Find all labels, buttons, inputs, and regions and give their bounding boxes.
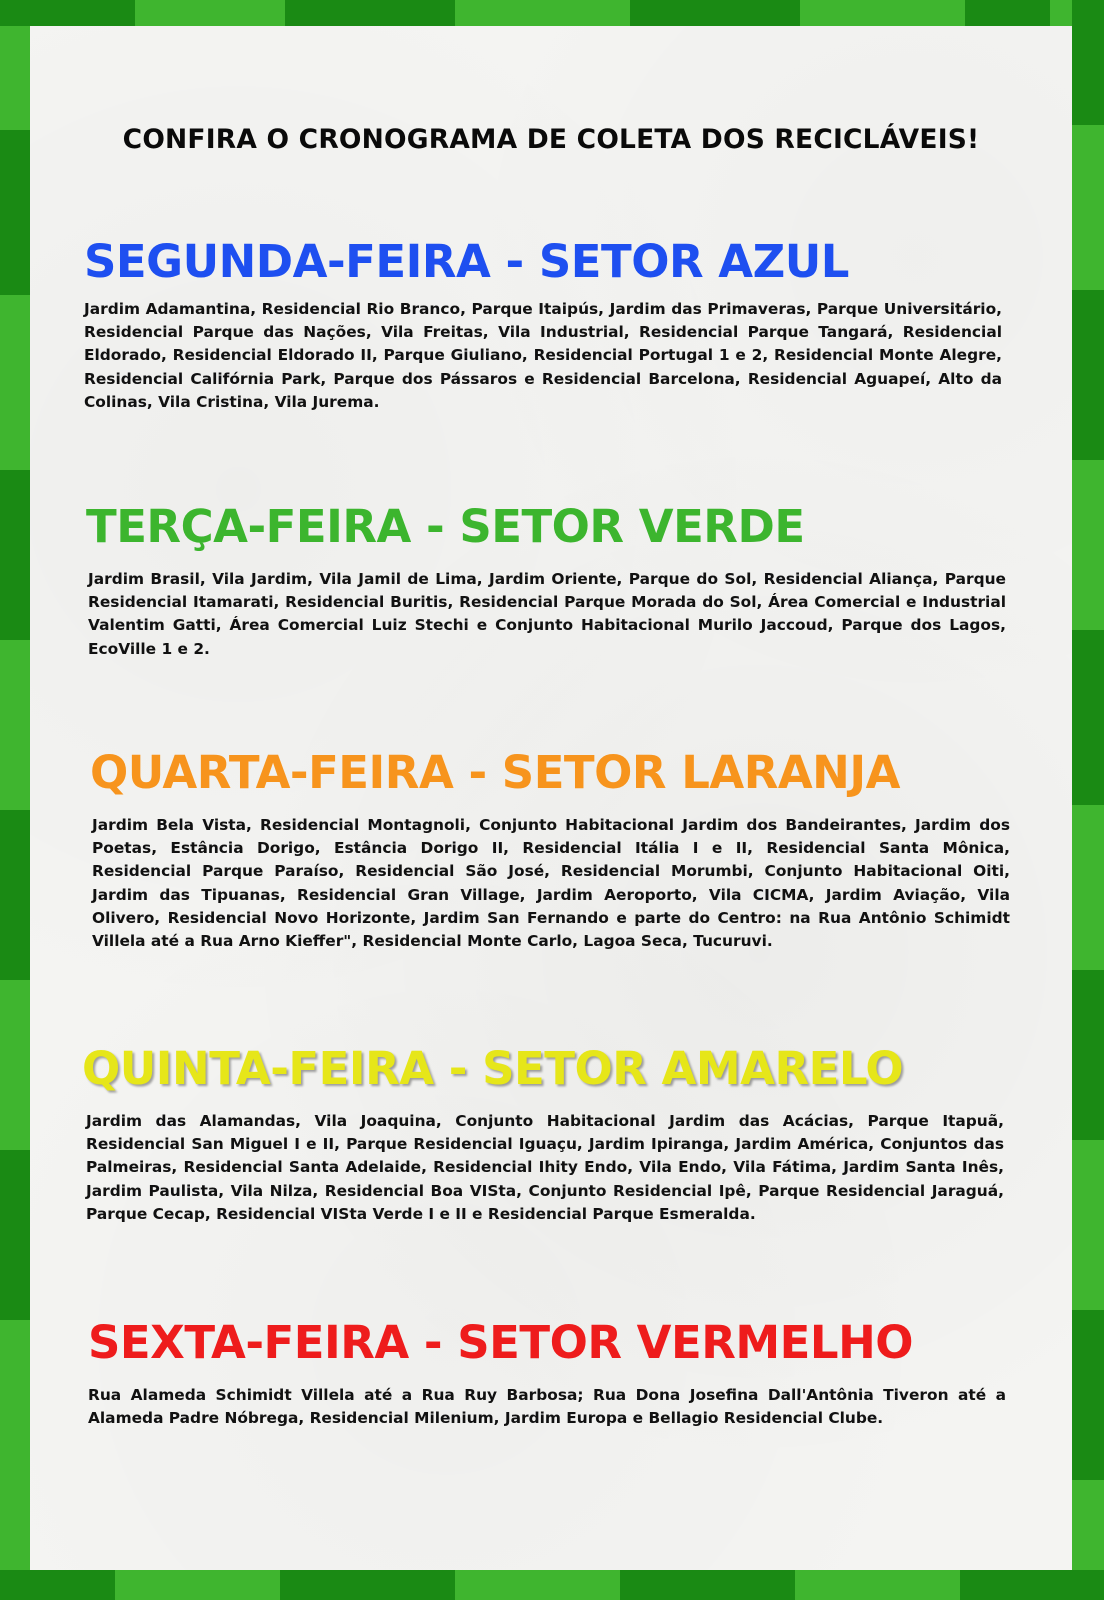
heading-monday: SEGUNDA-FEIRA - SETOR AZUL — [84, 235, 849, 288]
border-segment-dark — [0, 810, 30, 980]
text-wednesday: Jardim Bela Vista, Residencial Montagnoli, Conjunto Habitacional Jardim dos Bandeirantes, Jardim dos Poetas, Estância Dorigo, Estância Dorigo II, Residencial Itália I e II, Residencial Santa Mônica, Residencial Parque Paraíso, Residencial São José, Residencial Morumbi, Conjunto Habitacional Oiti, Jardim das Tipuanas, Residencial Gran Village, Jardim Aeroporto, Vila CICMA, Jardim Aviação, Vila Olivero, Residencial Novo Horizonte, Jardim San Fernando e parte do Centro: na Rua Antônio Schimidt Villela até a Rua Arno Kieffer", Residencial Monte Carlo, Lagoa Seca, Tucuruvi. — [92, 816, 1010, 951]
heading-friday: SEXTA-FEIRA - SETOR VERMELHO — [88, 1316, 914, 1369]
heading-thursday: QUINTA-FEIRA - SETOR AMARELO — [82, 1042, 904, 1095]
border-segment-dark — [280, 1570, 455, 1600]
border-segment-dark — [0, 470, 30, 640]
page-title: CONFIRA O CRONOGRAMA DE COLETA DOS RECICLÁVEIS! — [122, 124, 980, 155]
text-friday: Rua Alameda Schimidt Villela até a Rua Ruy Barbosa; Rua Dona Josefina Dall'Antônia Tiveron até a Alameda Padre Nóbrega, Residencial Milenium, Jardim Europa e Bellagio Residencial Clube. — [88, 1386, 1006, 1428]
border-segment-dark — [1072, 970, 1104, 1140]
border-segment-dark — [1072, 1310, 1104, 1480]
border-segment-dark — [1072, 630, 1104, 805]
border-segment-dark — [960, 1570, 1104, 1600]
border-segment-dark — [620, 1570, 795, 1600]
border-segment-dark — [0, 1570, 115, 1600]
heading-tuesday: TERÇA-FEIRA - SETOR VERDE — [86, 500, 805, 553]
border-segment-dark — [965, 0, 1050, 26]
paper-panel — [30, 26, 1072, 1570]
border-segment-dark — [0, 1150, 30, 1320]
heading-wednesday: QUARTA-FEIRA - SETOR LARANJA — [90, 746, 900, 799]
text-tuesday: Jardim Brasil, Vila Jardim, Vila Jamil de Lima, Jardim Oriente, Parque do Sol, Residencial Aliança, Parque Residencial Itamarati, Residencial Buritis, Residencial Parque Morada do Sol, Área Comercial e Industrial Valentim Gatti, Área Comercial Luiz Stechi e Conjunto Habitacional Murilo Jaccoud, Parque dos Lagos, EcoVille 1 e 2. — [88, 570, 1006, 658]
border-segment-dark — [1072, 0, 1104, 125]
text-monday: Jardim Adamantina, Residencial Rio Branco, Parque Itaipús, Jardim das Primaveras, Parque Universitário, Residencial Parque das Nações, Vila Freitas, Vila Industrial, Residencial Parque Tangará, Residencial Eldorado, Residencial Eldorado II, Parque Giuliano, Residencial Portugal 1 e 2, Residencial Monte Alegre, Residencial Califórnia Park, Parque dos Pássaros e Residencial Barcelona, Residencial Aguapeí, Alto da Colinas, Vila Cristina, Vila Jurema. — [84, 300, 1002, 411]
text-thursday: Jardim das Alamandas, Vila Joaquina, Conjunto Habitacional Jardim das Acácias, Parque Itapuã, Residencial San Miguel I e II, Parque Residencial Iguaçu, Jardim Ipiranga, Jardim América, Conjuntos das Palmeiras, Residencial Santa Adelaide, Residencial Ihity Endo, Vila Endo, Vila Fátima, Jardim Santa Inês, Jardim Paulista, Vila Nilza, Residencial Boa VISta, Conjunto Residencial Ipê, Parque Residencial Jaraguá, Parque Cecap, Residencial VISta Verde I e II e Residencial Parque Esmeralda. — [86, 1112, 1004, 1223]
border-segment-dark — [285, 0, 455, 26]
border-segment-dark — [1072, 290, 1104, 460]
border-segment-dark — [0, 130, 30, 295]
border-segment-dark — [0, 0, 135, 26]
border-segment-dark — [630, 0, 800, 26]
